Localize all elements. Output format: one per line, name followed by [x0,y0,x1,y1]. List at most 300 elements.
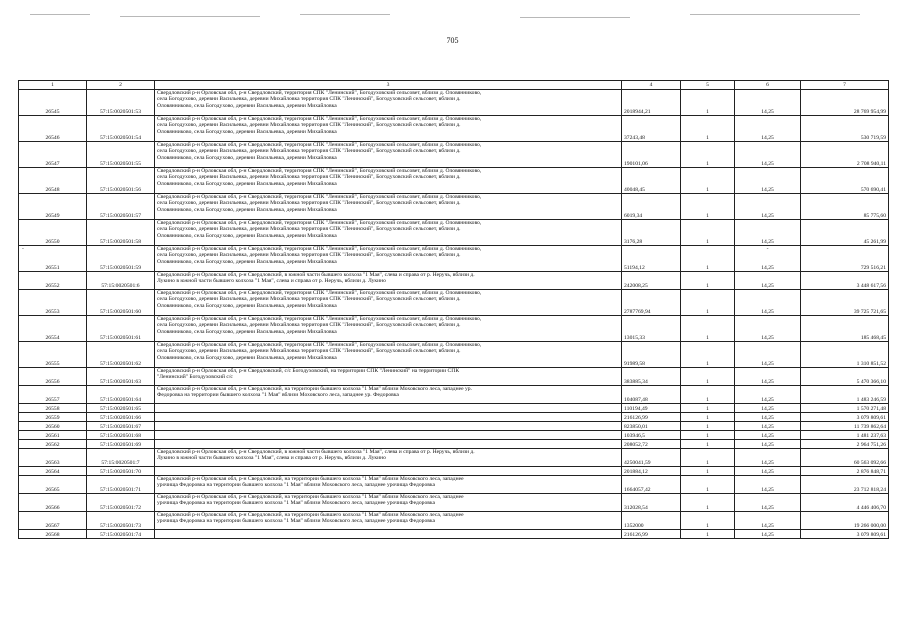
rate-cell [735,316,801,342]
cadastral-value-cell: 5 470 366,10 [801,368,889,386]
address-description-cell [155,386,622,404]
address-line: Оловянниково, села Богодухово, деревни Васильевка, деревни Михайловка [157,232,337,239]
cadastral-value-cell: 1 570 271,48 [801,404,889,413]
table-row [19,386,889,404]
table-body [19,90,889,539]
address-line: урочища Федоровка на территории бывшего колхоза "1 Мая" вблизи Моховского леса, западнее урочища Федоровка [157,518,436,525]
share-cell: 1 [681,142,735,168]
table-row [19,530,889,539]
cadastral-number-cell: 57:15:0020501:67 [87,422,155,431]
rate-value: 14,25 [761,468,774,475]
rate-cell [735,530,801,539]
row-number-cell [19,246,87,272]
cadastral-value-cell: 85 775,60 [801,194,889,220]
share-cell: 1 [681,272,735,290]
cadastral-value-cell: 2 964 751,26 [801,440,889,449]
row-number-cell [19,368,87,386]
address-description-cell [155,449,622,467]
table-row [19,404,889,413]
row-number-cell [19,90,87,116]
row-number: 26563 [45,459,60,466]
table-row [19,116,889,142]
rate-value: 14,25 [761,186,774,193]
cadastral-number-cell: 57:15:0020501:65 [87,404,155,413]
share-cell: 1 [681,342,735,368]
row-number-cell [19,422,87,431]
rate-cell [735,272,801,290]
rate-value: 14,25 [761,134,774,141]
rate-cell [735,422,801,431]
address-description-cell [155,467,622,476]
area-cell: 3176,28 [622,220,681,246]
area-cell: 51194,12 [622,246,681,272]
cadastral-value-cell: 28 769 954,99 [801,90,889,116]
table-row [19,413,889,422]
cadastral-number-cell: 57:15:0020501:66 [87,413,155,422]
row-number: 26567 [45,522,60,529]
rate-value: 14,25 [761,108,774,115]
cadastral-number-cell: 57:15:0020501:60 [87,290,155,316]
address-line: Свердловский р-н Орловская обл, р-н Свердловский, на территории бывшего колхоза "1 Мая" вблизи Моховского леса, западнее [157,494,464,500]
address-description-cell [155,440,622,449]
area-cell: 216126,99 [622,530,681,539]
rate-cell [735,404,801,413]
area-cell: 40048,45 [622,168,681,194]
row-mark: - [22,246,24,252]
share-cell: 1 [681,368,735,386]
row-number: 26562 [45,441,60,448]
address-line: Свердловский р-н Орловская обл, р-н Свердловский, территория СПК "Ленинский", Богодуховский сельсовет, вблизи д. Оловянниково, [157,116,482,122]
area-cell: 103946,5 [622,431,681,440]
address-line: Оловянниково, села Богодухово, деревни Васильевка, деревни Михайловка [157,128,337,135]
address-line: Оловянниково, села Богодухово, деревни Васильевка, деревни Михайловка [157,328,337,335]
area-cell: 208052,72 [622,440,681,449]
rate-cell [735,368,801,386]
row-number: 26561 [45,432,60,439]
area-cell: 242008,25 [622,272,681,290]
cadastral-value-cell: 3 448 617,56 [801,272,889,290]
address-description-cell [155,530,622,539]
area-cell: 201884,12 [622,467,681,476]
cadastral-value-cell: 45 261,99 [801,220,889,246]
cadastral-value-cell: 2 876 848,71 [801,467,889,476]
area-cell: 312028,54 [622,494,681,512]
table-row [19,220,889,246]
area-cell: 4250041,59 [622,449,681,467]
table-row [19,342,889,368]
rate-value: 14,25 [761,360,774,367]
share-cell: 1 [681,440,735,449]
rate-value: 14,25 [761,423,774,430]
share-cell: 1 [681,476,735,494]
rate-value: 14,25 [761,522,774,529]
row-number: 26553 [45,308,60,315]
address-line: Свердловский р-н Орловская обл, р-н Свердловский, на территории бывшего колхоза "1 Мая" вблизи Моховского леса, западнее ур. [157,386,472,392]
cadastral-value-cell: 11 739 862,64 [801,422,889,431]
table-row [19,290,889,316]
cadastral-number-cell: 57:15:0020501:63 [87,368,155,386]
rate-cell [735,449,801,467]
row-number: 26558 [45,405,60,412]
row-number: 26551 [45,264,60,271]
address-line: села Богодухово, деревни Васильевка, деревни Михайловка территория СПК "Ленинский", Богодуховский сельсовет, вблизи д. [157,252,461,259]
cadastral-value-cell: 4 446 406,70 [801,494,889,512]
row-mark: - [766,246,769,252]
rate-cell [735,494,801,512]
cadastral-number-cell: 57:15:0020501:6 [87,272,155,290]
address-line: села Богодухово, деревни Васильевка, деревни Михайловка территория СПК "Ленинский", Богодуховский сельсовет, вблизи д. [157,322,461,329]
rate-cell [735,440,801,449]
row-number-cell [19,272,87,290]
address-description-cell [155,413,622,422]
cadastral-number-cell: 57:15:0020501:73 [87,512,155,530]
address-line: села Богодухово, деревни Васильевка, деревни Михайловка территория СПК "Ленинский", Богодуховский сельсовет, вблизи д. [157,296,461,303]
rate-value: 14,25 [761,531,774,538]
address-line: Свердловский р-н Орловская обл, р-н Свердловский, территория СПК "Ленинский", Богодуховский сельсовет, вблизи д. Оловянниково, [157,316,482,322]
table-row [19,512,889,530]
rate-cell [735,467,801,476]
table-row [19,431,889,440]
address-line: села Богодухово, деревни Васильевка, деревни Михайловка территория СПК "Ленинский", Богодуховский сельсовет, вблизи д. [157,200,461,207]
row-number: 26548 [45,186,60,193]
cadastral-value-cell: 1 310 851,52 [801,342,889,368]
row-number: 26565 [45,486,60,493]
row-number: 26554 [45,334,60,341]
row-number-cell [19,512,87,530]
row-number-cell [19,449,87,467]
address-description-cell [155,290,622,316]
cadastral-value-cell: 3 079 809,61 [801,413,889,422]
row-number-cell [19,494,87,512]
address-description-cell [155,494,622,512]
address-description-cell [155,142,622,168]
address-description-cell [155,90,622,116]
share-cell: 1 [681,220,735,246]
area-cell: 13015,33 [622,316,681,342]
table-row [19,194,889,220]
cadastral-value-cell: 1 481 237,63 [801,431,889,440]
land-register-table [18,80,889,539]
address-line: Оловянниково, села Богодухово, деревни Васильевка, деревни Михайловка [157,354,337,361]
table-row [19,368,889,386]
cadastral-number-cell: 57:15:0020501:58 [87,220,155,246]
cadastral-value-cell: 2 708 940,11 [801,142,889,168]
cadastral-value-cell: 23 712 818,24 [801,476,889,494]
cadastral-number-cell: 57:15:0020501:56 [87,168,155,194]
share-cell: 1 [681,422,735,431]
row-number-cell [19,116,87,142]
address-line: Свердловский р-н Орловская обл, р-н Свердловский, территория СПК "Ленинский", Богодуховский сельсовет, вблизи д. Оловянниково, [157,142,482,148]
address-line: Оловянниково, села Богодухово, деревни Васильевка, деревни Михайловка [157,206,337,213]
address-line: урочища Федоровка на территории бывшего колхоза "1 Мая" вблизи Моховского леса, западнее урочища Федоровка [157,500,436,507]
column-header: 3 [155,81,622,90]
address-line: Свердловский р-н Орловская обл, р-н Свердловский, территория СПК "Ленинский", Богодуховский сельсовет, вблизи д. Оловянниково, [157,290,482,296]
column-header: 2 [87,81,155,90]
share-cell: 1 [681,449,735,467]
column-header: 4 [622,81,681,90]
row-number-cell [19,290,87,316]
address-description-cell [155,316,622,342]
cadastral-number-cell: 57:15:0020501:54 [87,116,155,142]
address-line: села Богодухово, деревни Васильевка, деревни Михайловка территория СПК "Ленинский", Богодуховский сельсовет, вблизи д. [157,122,461,129]
row-number: 26545 [45,108,60,115]
address-line: Свердловский р-н Орловская обл, р-н Свердловский, с/с Богодуховский, на территории СПК "Ленинский" на территории СПК [157,368,460,374]
row-number: 26555 [45,360,60,367]
column-header: 6 [735,81,801,90]
address-description-cell [155,220,622,246]
address-line: Лукино в южной части бывшего колхоза "1 Мая", слева и справа от р. Неручь, вблизи д. Лукино [157,455,386,462]
address-description-cell [155,512,622,530]
cadastral-value-cell: 19 266 000,00 [801,512,889,530]
address-line: села Богодухово, деревни Васильевка, деревни Михайловка территория СПК "Ленинский", Богодуховский сельсовет, вблизи д. [157,96,461,103]
rate-value: 14,25 [761,264,774,271]
address-description-cell [155,422,622,431]
row-number: 26556 [45,378,60,385]
cadastral-number-cell: 57:15:0020501:7 [87,449,155,467]
address-line: Свердловский р-н Орловская обл, р-н Свердловский, в южной части бывшего колхоза "1 Мая", слева и справа от р. Неручь, вблизи д. [157,272,475,278]
cadastral-number-cell: 57:15:0020501:59 [87,246,155,272]
cadastral-number-cell: 57:15:0020501:69 [87,440,155,449]
row-number: 26550 [45,238,60,245]
rate-cell [735,342,801,368]
area-cell: 1664057,42 [622,476,681,494]
rate-value: 14,25 [761,504,774,511]
cadastral-value-cell: 530 719,59 [801,116,889,142]
share-cell: 1 [681,90,735,116]
cadastral-value-cell: 39 725 721,65 [801,290,889,316]
scan-artifact-line [30,14,90,15]
address-line: Свердловский р-н Орловская обл, р-н Свердловский, территория СПК "Ленинский", Богодуховский сельсовет, вблизи д. Оловянниково, [157,168,482,174]
row-number: 26560 [45,423,60,430]
row-number-cell [19,386,87,404]
row-number: 26566 [45,504,60,511]
address-description-cell [155,168,622,194]
row-number-cell [19,142,87,168]
area-cell: 91989,58 [622,342,681,368]
cadastral-number-cell: 57:15:0020501:62 [87,342,155,368]
address-line: "Ленинский" Богодуховский с/с [157,374,233,381]
address-description-cell [155,368,622,386]
rate-cell [735,246,801,272]
table-row [19,440,889,449]
rate-cell [735,220,801,246]
column-header: 1 [19,81,87,90]
address-line: Свердловский р-н Орловская обл, р-н Свердловский, в южной части бывшего колхоза "1 Мая", слева и справа от р. Неручь, вблизи д. [157,449,475,455]
address-description-cell [155,342,622,368]
row-number-cell [19,194,87,220]
page-number: 705 [446,36,459,45]
cadastral-number-cell: 57:15:0020501:72 [87,494,155,512]
cadastral-number-cell: 57:15:0020501:64 [87,386,155,404]
cadastral-value-cell: 1 483 246,59 [801,386,889,404]
share-cell: 1 [681,246,735,272]
rate-cell [735,90,801,116]
address-line: села Богодухово, деревни Васильевка, деревни Михайловка территория СПК "Ленинский", Богодуховский сельсовет, вблизи д. [157,174,461,181]
share-cell: 1 [681,431,735,440]
rate-value: 14,25 [761,308,774,315]
address-line: Оловянниково, села Богодухово, деревни Васильевка, деревни Михайловка [157,302,337,309]
cadastral-number-cell: 57:15:0020501:74 [87,530,155,539]
table-row [19,476,889,494]
cadastral-number-cell: 57:15:0020501:57 [87,194,155,220]
area-cell: 383885,34 [622,368,681,386]
rate-value: 14,25 [761,334,774,341]
rate-cell [735,386,801,404]
address-line: Оловянниково, села Богодухово, деревни Васильевка, деревни Михайловка [157,154,337,161]
row-number-cell [19,168,87,194]
address-line: Свердловский р-н Орловская обл, р-н Свердловский, на территории бывшего колхоза "1 Мая" вблизи Моховского леса, западнее [157,512,464,518]
rate-cell [735,168,801,194]
rate-cell [735,476,801,494]
area-cell: 823850,01 [622,422,681,431]
rate-value: 14,25 [761,378,774,385]
address-description-cell [155,272,622,290]
row-number: 26546 [45,134,60,141]
share-cell: 1 [681,194,735,220]
cadastral-number-cell: 57:15:0020501:68 [87,431,155,440]
row-number-cell [19,467,87,476]
column-header: 5 [681,81,735,90]
cadastral-value-cell: 185 468,45 [801,316,889,342]
area-cell: 190101,06 [622,142,681,168]
row-number: 26547 [45,160,60,167]
address-description-cell [155,476,622,494]
cadastral-number-cell: 57:15:0020501:70 [87,467,155,476]
share-cell: 1 [681,316,735,342]
share-cell: 1 [681,413,735,422]
row-number-cell [19,404,87,413]
rate-value: 14,25 [761,212,774,219]
rate-value: 14,25 [761,238,774,245]
share-cell: 1 [681,116,735,142]
area-cell: 216126,99 [622,413,681,422]
rate-cell [735,116,801,142]
row-number-cell [19,530,87,539]
scan-artifact-line [120,16,260,17]
cadastral-number-cell: 57:15:0020501:61 [87,316,155,342]
area-cell: 2018944,21 [622,90,681,116]
table-row [19,168,889,194]
share-cell: 1 [681,404,735,413]
address-line: Оловянниково, села Богодухово, деревни Васильевка, деревни Михайловка [157,102,337,109]
table-row [19,316,889,342]
table-row [19,494,889,512]
row-number: 26564 [45,468,60,475]
address-line: Оловянниково, села Богодухово, деревни Васильевка, деревни Михайловка [157,180,337,187]
cadastral-value-cell: 570 690,41 [801,168,889,194]
address-line: Свердловский р-н Орловская обл, р-н Свердловский, территория СПК "Ленинский", Богодуховский сельсовет, вблизи д. Оловянниково, [157,220,482,226]
table-row [19,246,889,272]
row-number: 26557 [45,396,60,403]
table-row [19,142,889,168]
address-description-cell [155,246,622,272]
rate-cell [735,431,801,440]
rate-value: 14,25 [761,486,774,493]
rate-cell [735,142,801,168]
table-row [19,272,889,290]
cadastral-number-cell: 57:15:0020501:55 [87,142,155,168]
address-line: Свердловский р-н Орловская обл, р-н Свердловский, территория СПК "Ленинский", Богодуховский сельсовет, вблизи д. Оловянниково, [157,90,482,96]
address-line: урочища Федоровка на территории бывшего колхоза "1 Мая" вблизи Моховского леса, западнее урочища Федоровка [157,482,436,489]
cadastral-number-cell: 57:15:0020501:53 [87,90,155,116]
area-cell: 2787769,94 [622,290,681,316]
area-cell: 1352000 [622,512,681,530]
rate-value: 14,25 [761,441,774,448]
row-number: 26552 [45,282,60,289]
cadastral-value-cell: 729 516,21 [801,246,889,272]
area-cell: 6019,34 [622,194,681,220]
rate-value: 14,25 [761,160,774,167]
share-cell: 1 [681,467,735,476]
area-cell: 37243,48 [622,116,681,142]
area-cell: 104087,48 [622,386,681,404]
rate-cell [735,194,801,220]
table-header-row [19,81,889,90]
row-number-cell [19,431,87,440]
rate-value: 14,25 [761,405,774,412]
scan-artifact-line [520,17,630,18]
share-cell: 1 [681,494,735,512]
table-row [19,422,889,431]
rate-value: 14,25 [761,414,774,421]
table-row [19,449,889,467]
rate-value: 14,25 [761,282,774,289]
address-line: села Богодухово, деревни Васильевка, деревни Михайловка территория СПК "Ленинский", Богодуховский сельсовет, вблизи д. [157,226,461,233]
cadastral-number-cell: 57:15:0020501:71 [87,476,155,494]
address-line: Свердловский р-н Орловская обл, р-н Свердловский, территория СПК "Ленинский", Богодуховский сельсовет, вблизи д. Оловянниково, [157,246,482,252]
address-description-cell [155,431,622,440]
cadastral-value-cell: 60 563 092,66 [801,449,889,467]
address-description-cell [155,116,622,142]
area-cell: 110194,49 [622,404,681,413]
share-cell: 1 [681,290,735,316]
address-line: села Богодухово, деревни Васильевка, деревни Михайловка территория СПК "Ленинский", Богодуховский сельсовет, вблизи д. [157,148,461,155]
share-cell: 1 [681,512,735,530]
address-line: Свердловский р-н Орловская обл, р-н Свердловский, территория СПК "Ленинский", Богодуховский сельсовет, вблизи д. Оловянниково, [157,194,482,200]
row-number: 26568 [45,531,60,538]
address-description-cell [155,194,622,220]
address-description-cell [155,404,622,413]
row-number: 26559 [45,414,60,421]
row-number-cell [19,440,87,449]
row-number-cell [19,476,87,494]
address-line: Лукино в южной части бывшего колхоза "1 Мая", слева и справа от р. Неручь, вблизи д. Лукино [157,278,386,285]
row-number-cell [19,316,87,342]
rate-value: 14,25 [761,396,774,403]
address-line: Федоровка на территории бывшего колхоза "1 Мая" вблизи Моховского леса, западнее ур. Федоровка [157,392,399,399]
scan-artifact-line [300,14,390,15]
rate-value: 14,25 [761,459,774,466]
address-line: Свердловский р-н Орловская обл, р-н Свердловский, на территории бывшего колхоза "1 Мая" вблизи Моховского леса, западнее [157,476,464,482]
rate-cell [735,512,801,530]
rate-cell [735,413,801,422]
row-number-cell [19,413,87,422]
table-row [19,467,889,476]
table-row [19,90,889,116]
share-cell: 1 [681,530,735,539]
rate-value: 14,25 [761,432,774,439]
share-cell: 1 [681,386,735,404]
row-number-cell [19,342,87,368]
row-number-cell [19,220,87,246]
cadastral-value-cell: 3 079 809,61 [801,530,889,539]
address-line: села Богодухово, деревни Васильевка, деревни Михайловка территория СПК "Ленинский", Богодуховский сельсовет, вблизи д. [157,348,461,355]
column-header: 7 [801,81,889,90]
address-line: Свердловский р-н Орловская обл, р-н Свердловский, территория СПК "Ленинский", Богодуховский сельсовет, вблизи д. Оловянниково, [157,342,482,348]
row-number: 26549 [45,212,60,219]
scan-artifact-line [690,14,860,15]
rate-cell [735,290,801,316]
